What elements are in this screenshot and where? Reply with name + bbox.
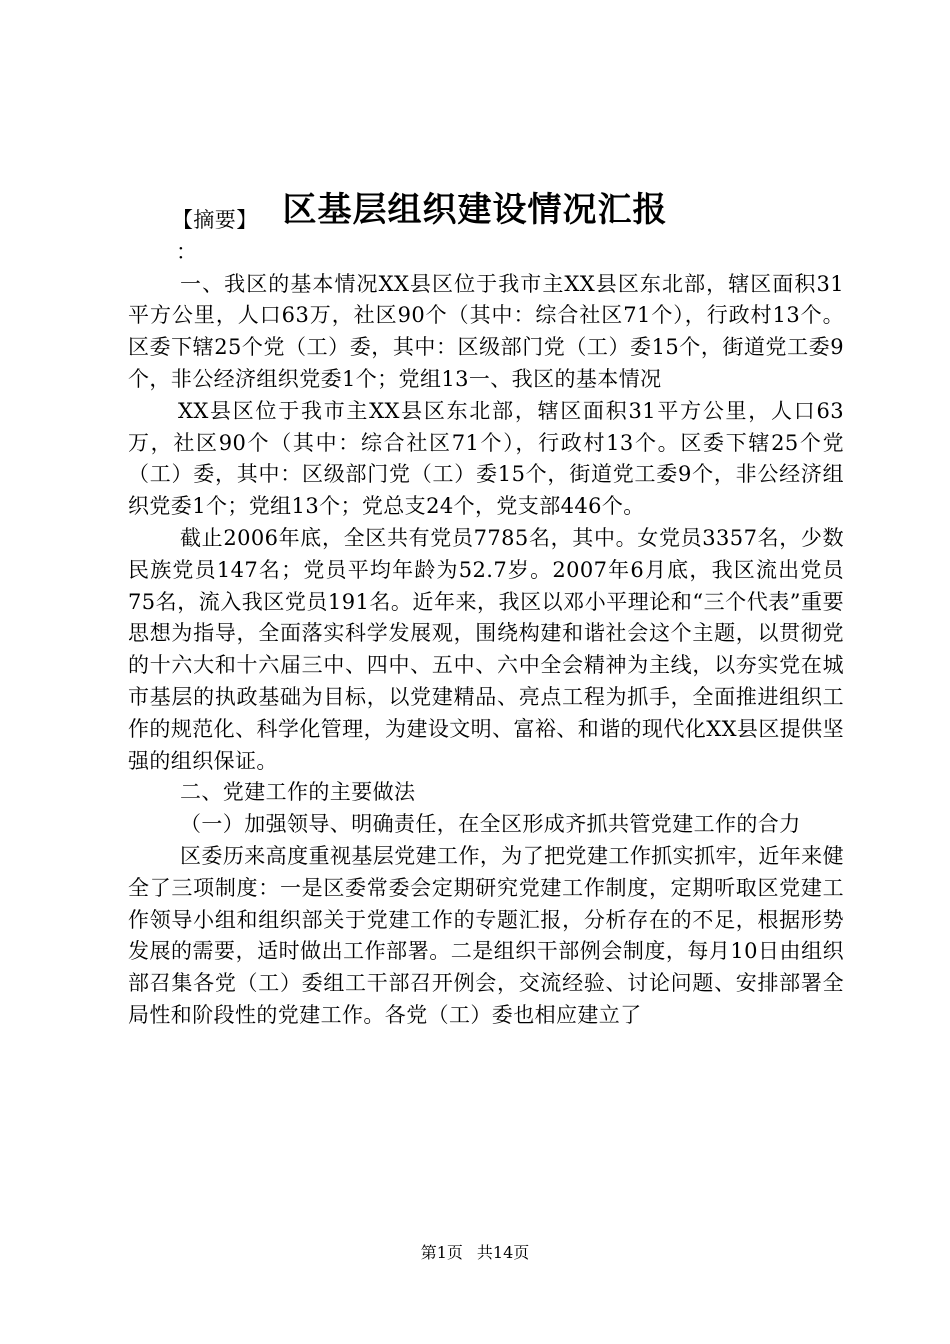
abstract-colon: ： [176, 239, 198, 264]
section-heading-main-practices: 二、党建工作的主要做法 [180, 780, 416, 805]
document-title: 区基层组织建设情况汇报 [282, 190, 668, 230]
paragraph-district-overview: XX县区位于我市主XX县区东北部，辖区面积31平方公里，人口63万，社区90个（其中：综合社区71个），行政村13个。区委下辖25个党（工）委，其中：区级部门党（工）委15个，街道党工委9个，非公经济组织党委1个；党组13个；党总支24个，党支部446个。 [128, 398, 844, 519]
subsection-heading-leadership: （一）加强领导、明确责任，在全区形成齐抓共管党建工作的合力 [180, 812, 801, 837]
abstract-label: 【摘要】 [172, 208, 258, 232]
paragraph-basic-info: 一、我区的基本情况XX县区位于我市主XX县区东北部，辖区面积31平方公里，人口63万，社区90个（其中：综合社区71个），行政村13个。区委下辖25个党（工）委，其中：区级部门党（工）委15个，街道党工委9个，非公经济组织党委1个；党组13一、我区的基本情况 [128, 271, 844, 391]
paragraph-member-statistics: 截止2006年底，全区共有党员7785名，其中。女党员3357名，少数民族党员147名；党员平均年龄为52.7岁。2007年6月底，我区流出党员75名，流入我区党员191名。近年来，我区以邓小平理论和“三个代表”重要思想为指导，全面落实科学发展观，围绕构建和谐社会这个主题，以贯彻党的十六大和十六届三中、四中、五中、六中全会精神为主线，以夯实党在城市基层的执政基础为目标，以党建精品、亮点工程为抓手，全面推进组织工作的规范化、科学化管理，为建设文明、富裕、和谐的现代化XX县区提供坚强的组织保证。 [128, 525, 844, 773]
page-number: 第1页 [420, 1243, 463, 1262]
paragraph-three-systems: 区委历来高度重视基层党建工作，为了把党建工作抓实抓牢，近年来健全了三项制度：一是区委常委会定期研究党建工作制度，定期听取区党建工作领导小组和组织部关于党建工作的专题汇报，分析存在的不足，根据形势发展的需要，适时做出工作部署。二是组织干部例会制度，每月10日由组织部召集各党（工）委组工干部召开例会，交流经验、讨论问题、安排部署全局性和阶段性的党建工作。各党（工）委也相应建立了 [128, 843, 844, 1027]
page-footer [0, 1242, 950, 1264]
document-body [128, 205, 844, 1032]
page-total: 共14页 [476, 1243, 530, 1262]
